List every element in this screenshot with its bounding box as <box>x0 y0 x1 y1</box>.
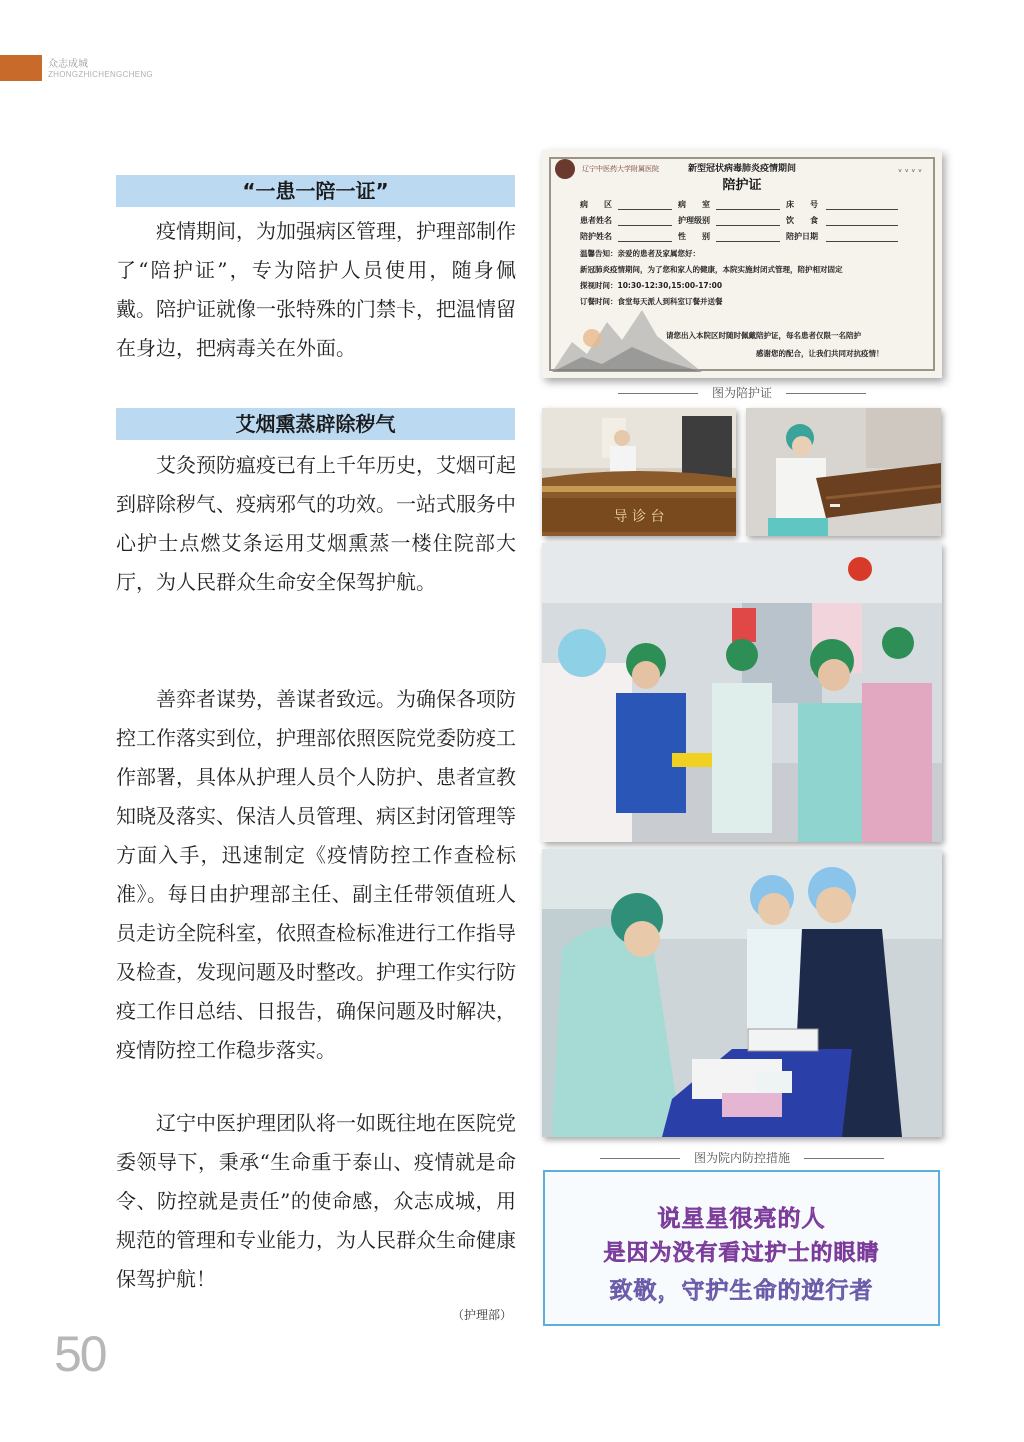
caption-rule <box>600 1158 680 1159</box>
pass-field-line <box>716 241 780 242</box>
pass-field-line <box>618 241 672 242</box>
caption-pass-text: 图为陪护证 <box>711 386 772 400</box>
birds-icon: ᵛ ᵛ ᵛ ᵛ <box>898 168 922 178</box>
paragraph-closing: 辽宁中医护理团队将一如既往地在医院党委领导下，秉承“生命重于泰山、疫情就是命令、防控就是责任”的使命感，众志成城，用规范的管理和专业能力，为人民群众生命健康保驾护航！ <box>116 1111 516 1291</box>
pass-title: 陪护证 <box>722 178 762 193</box>
pass-field-room: 病 室 <box>678 200 710 209</box>
photo-supply-check <box>542 849 942 1137</box>
banner-line-2: 是因为没有看过护士的眼睛 <box>603 1241 880 1266</box>
paragraph-pass-intro: 疫情期间，为加强病区管理，护理部制作了“陪护证”，专为陪护人员使用，随身佩戴。陪护证就像一张特殊的门禁卡，把温情留在身边，把病毒关在外面。 <box>116 219 516 360</box>
magazine-title-pinyin: ZHONGZHICHENGCHENG <box>48 70 153 79</box>
pass-field-line <box>716 209 780 210</box>
pass-notice-meals: 订餐时间：食堂每天派人到科室订餐并送餐 <box>580 297 723 306</box>
desk-sign-text: 导 诊 台 <box>613 509 665 525</box>
pass-notice-visiting: 探视时间：10:30-12:30,15:00-17:00 <box>580 281 723 290</box>
caption-measures-text: 图为院内防控措施 <box>693 1151 790 1165</box>
magazine-title: 众志成城 <box>48 59 88 70</box>
photo-ward-inspection <box>542 543 942 842</box>
pass-field-line <box>826 209 898 210</box>
pass-hospital-name: 辽宁中医药大学附属医院 <box>582 165 659 173</box>
pass-subtitle: 新型冠状病毒肺炎疫情期间 <box>687 164 796 174</box>
caption-rule <box>786 393 866 394</box>
pass-field-bed: 床 号 <box>786 200 818 209</box>
section-title-one-patient-one-pass: “一患一陪一证” <box>116 175 515 207</box>
pass-field-escort: 陪护姓名 <box>580 232 612 241</box>
caption-pass <box>542 384 942 401</box>
pass-field-line <box>618 225 672 226</box>
photo-guidance-desk <box>542 408 736 536</box>
pass-field-ward: 病 区 <box>580 200 612 209</box>
pass-field-line <box>826 241 898 242</box>
pass-field-date: 陪护日期 <box>786 232 818 241</box>
photo-supply-check-scene <box>542 849 942 1137</box>
header-accent-block <box>0 55 42 81</box>
paragraph-moxa: 艾灸预防瘟疫已有上千年历史，艾烟可起到辟除秽气、疫病邪气的功效。一站式服务中心护士点燃艾条运用艾烟熏蒸一楼住院部大厅，为人民群众生命安全保驾护航。 <box>116 453 516 594</box>
photo-guidance-desk-scene <box>542 408 736 536</box>
pass-field-level: 护理级别 <box>678 216 710 225</box>
section-title-moxa-smoke: 艾烟熏蒸辟除秽气 <box>116 408 515 440</box>
pass-field-line <box>716 225 780 226</box>
pass-field-line <box>618 209 672 210</box>
pass-field-patient: 患者姓名 <box>580 216 612 225</box>
banner-line-3: 致敬，守护生命的逆行者 <box>609 1278 874 1304</box>
caption-rule <box>804 1158 884 1159</box>
caption-measures <box>542 1149 942 1166</box>
photo-moxa-fumigation <box>746 408 941 536</box>
paragraph-inspection: 善弈者谋势，善谋者致远。为确保各项防控工作落实到位，护理部依照医院党委防疫工作部署，具体从护理人员个人防护、患者宣教知晓及落实、保洁人员管理、病区封闭管理等方面入手，迅速制定《疫情防控工作查检标准》。每日由护理部主任、副主任带领值班人员走访全院科室，依照查检标准进行工作指导及检查，发现问题及时整改。护理工作实行防疫工作日总结、日报告，确保问题及时解决，疫情防控工作稳步落实。 <box>116 687 516 1062</box>
banner-line-1: 说星星很亮的人 <box>657 1206 826 1232</box>
pass-notice-wear: 请您出入本院区时随时佩戴陪护证，每名患者仅限一名陪护 <box>666 331 861 340</box>
pass-field-sex: 性 别 <box>678 232 710 241</box>
pass-notice-thanks: 感谢您的配合，让我们共同对抗疫情！ <box>756 349 884 358</box>
escort-pass-image <box>542 150 942 378</box>
caption-rule <box>618 393 698 394</box>
photo-moxa-fumigation-scene <box>746 408 941 536</box>
pass-field-line <box>826 225 898 226</box>
tribute-banner <box>543 1170 940 1326</box>
author-signature: （护理部） <box>452 1308 513 1322</box>
page-number: 50 <box>54 1326 106 1382</box>
photo-ward-inspection-scene <box>542 543 942 842</box>
ink-mountain-icon <box>552 302 702 372</box>
pass-notice-policy: 新冠肺炎疫情期间，为了您和家人的健康，本院实施封闭式管理，陪护相对固定 <box>580 265 843 274</box>
pass-field-diet: 饮 食 <box>786 216 818 225</box>
pass-notice-greeting: 温馨告知：亲爱的患者及家属您好： <box>580 249 700 258</box>
